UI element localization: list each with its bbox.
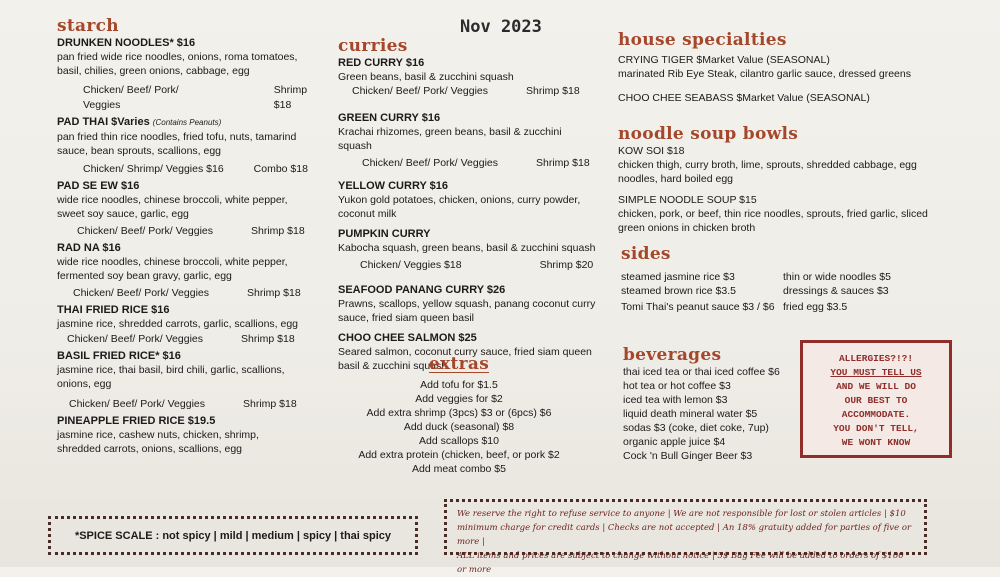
item-desc: Green beans, basil & zucchini squash <box>338 71 514 83</box>
allergy-notice <box>800 340 952 458</box>
option-shrimp: Shrimp $20 <box>539 259 594 271</box>
option-shrimp: Shrimp $18 <box>241 333 295 345</box>
item-desc: Krachai rhizomes, green beans, basil & zucchini squash <box>338 126 562 152</box>
item-desc: jasmine rice, shredded carrots, garlic, scallions, egg <box>57 318 299 330</box>
allergy-line: YOU MUST TELL US <box>830 367 922 378</box>
sides-section <box>621 244 961 314</box>
extra-line: Add meat combo $5 <box>412 463 506 475</box>
allergy-line: WE WONT KNOW <box>841 437 911 448</box>
item-name: RAD NA $16 <box>57 242 121 254</box>
extras-section <box>340 354 578 476</box>
option-shrimp: Shrimp $18 <box>526 85 580 97</box>
item-desc: shredded carrots, onions, scallions, egg <box>57 443 243 455</box>
item-desc: marinated Rib Eye Steak, cilantro garlic sauce, dressed greens <box>618 68 911 80</box>
option-proteins: Chicken/ Beef/ Pork/ Veggies <box>73 287 209 299</box>
item-desc: Yukon gold potatoes, chicken, onions, curry powder, <box>338 194 581 206</box>
item-desc: sauce, fried siam queen basil <box>338 312 474 324</box>
house-section <box>618 30 938 105</box>
noodle-soup-section <box>618 124 948 235</box>
starch-title: starch <box>57 16 119 36</box>
beverage-item: hot tea or hot coffee $3 <box>623 380 731 392</box>
menu-item <box>57 179 327 239</box>
sides-title: sides <box>621 244 671 264</box>
item-desc: jasmine rice, cashew nuts, chicken, shrimp, <box>57 429 259 441</box>
option-proteins: Chicken/ Shrimp/ Veggies $16 <box>83 163 224 175</box>
item-options <box>352 84 598 99</box>
item-desc: pan fried wide rice noodles, onions, roma tomatoes, <box>57 51 298 63</box>
option-proteins: Chicken/ Beef/ Pork/ Veggies <box>67 333 203 345</box>
option-proteins: Chicken/ Veggies $18 <box>360 259 462 271</box>
item-options <box>83 83 327 113</box>
item-name: DRUNKEN NOODLES* $16 <box>57 37 196 49</box>
beverage-item: iced tea with lemon $3 <box>623 394 728 406</box>
curries-section <box>338 36 598 375</box>
sides-list <box>621 270 961 314</box>
extra-line: Add duck (seasonal) $8 <box>403 421 515 433</box>
item-desc: green onions in chicken broth <box>618 222 756 234</box>
menu-item <box>57 349 327 412</box>
item-desc: basil & zucchini squash <box>338 360 448 372</box>
option-shrimp: Shrimp $18 <box>251 225 305 237</box>
spice-scale <box>48 516 418 555</box>
side-item: dressings & sauces $3 <box>783 285 889 297</box>
item-desc: chicken, pork, or beef, thin rice noodles, sprouts, fried garlic, sliced <box>618 208 928 220</box>
policy-line: We reserve the right to refuse service to anyone | We are not responsible for lost or stolen articles | $10 <box>457 509 906 519</box>
extra-line: Add extra shrimp (3pcs) $3 or (6pcs) $6 <box>366 407 552 419</box>
option-combo: Combo $18 <box>253 163 308 175</box>
menu-item <box>57 414 327 456</box>
item-desc: chicken thigh, curry broth, lime, sprouts, shredded cabbage, egg <box>618 159 917 171</box>
menu-item <box>57 241 327 301</box>
option-proteins: Chicken/ Beef/ Pork/ Veggies <box>352 85 488 97</box>
item-desc: wide rice noodles, chinese broccoli, white pepper, <box>57 256 288 268</box>
menu-item <box>57 115 327 177</box>
item-name: PUMPKIN CURRY <box>338 228 431 240</box>
item-desc: wide rice noodles, chinese broccoli, white pepper, <box>57 194 288 206</box>
starch-section <box>57 16 327 458</box>
item-name: PAD SE EW $16 <box>57 180 140 192</box>
item-options <box>73 286 327 301</box>
spice-scale-text: *SPICE SCALE : not spicy | mild | medium | spicy | thai spicy <box>74 529 392 542</box>
extras-title: extras <box>428 354 490 374</box>
item-name: CRYING TIGER $Market Value (SEASONAL) <box>618 54 830 66</box>
policy-line: ALL items and prices are subject to change without notice | 5$ Bag Fee will be added to orders of $100 or more <box>457 551 904 575</box>
item-desc: Seared salmon, coconut curry sauce, fried siam queen <box>338 346 592 358</box>
item-options <box>67 332 327 347</box>
item-options <box>77 224 327 239</box>
item-note: (Contains Peanuts) <box>152 118 222 127</box>
menu-item <box>338 227 598 273</box>
beverage-item: liquid death mineral water $5 <box>623 408 758 420</box>
extra-line: Add scallops $10 <box>419 435 499 447</box>
menu-item <box>57 36 327 113</box>
menu-item <box>338 111 598 171</box>
option-shrimp: Shrimp $18 <box>536 157 590 169</box>
item-name: RED CURRY $16 <box>338 57 425 69</box>
beverage-item: organic apple juice $4 <box>623 436 726 448</box>
side-item: steamed jasmine rice $3 <box>621 271 735 283</box>
item-options <box>360 258 598 273</box>
side-item: thin or wide noodles $5 <box>783 271 891 283</box>
house-title: house specialties <box>618 30 787 50</box>
option-shrimp: Shrimp $18 <box>273 84 308 111</box>
item-desc: noodles, hard boiled egg <box>618 173 734 185</box>
menu-item <box>338 56 598 99</box>
option-proteins: Chicken/ Beef/ Pork/ Veggies <box>69 398 205 410</box>
item-desc: basil, chilies, green onions, cabbage, egg <box>57 65 250 77</box>
item-name: CHOO CHEE SALMON $25 <box>338 332 477 344</box>
item-name <box>57 115 327 130</box>
menu-item <box>338 283 598 325</box>
side-item: steamed brown rice $3.5 <box>621 285 736 297</box>
menu-item <box>338 179 598 221</box>
extra-line: Add tofu for $1.5 <box>420 379 498 391</box>
option-proteins: Chicken/ Beef/ Pork/ Veggies <box>77 225 213 237</box>
item-desc: Kabocha squash, green beans, basil & zucchini squash <box>338 242 596 254</box>
item-desc: onions, egg <box>57 378 112 390</box>
side-item: Tomi Thai's peanut sauce $3 / $6 <box>621 301 775 313</box>
item-name: CHOO CHEE SEABASS $Market Value (SEASONAL) <box>618 92 870 104</box>
policy-box <box>444 499 927 575</box>
curries-title: curries <box>338 36 408 56</box>
item-name-text: PAD THAI $Varies <box>57 116 150 128</box>
beverages-section <box>623 345 798 463</box>
item-name: GREEN CURRY $16 <box>338 112 441 124</box>
option-shrimp: Shrimp $18 <box>243 398 297 410</box>
item-name: BASIL FRIED RICE* $16 <box>57 350 181 362</box>
item-desc: sweet soy sauce, garlic, egg <box>57 208 189 220</box>
item-desc: fermented soy bean gravy, garlic, egg <box>57 270 232 282</box>
item-desc: coconut milk <box>338 208 397 220</box>
item-options <box>362 156 598 171</box>
item-options <box>69 397 327 412</box>
item-desc: sauce, bean sprouts, scallions, egg <box>57 145 222 157</box>
item-name: THAI FRIED RICE $16 <box>57 304 170 316</box>
allergy-line: YOU DON'T TELL, <box>833 423 919 434</box>
allergy-line: ACCOMMODATE. <box>841 409 911 420</box>
item-name: YELLOW CURRY $16 <box>338 180 449 192</box>
item-options <box>83 162 327 177</box>
item-name: SIMPLE NOODLE SOUP $15 <box>618 194 757 206</box>
allergy-line: ALLERGIES?!?! <box>838 353 914 364</box>
item-desc: Prawns, scallops, yellow squash, panang coconut curry <box>338 298 596 310</box>
item-name: PINEAPPLE FRIED RICE $19.5 <box>57 415 216 427</box>
side-item: fried egg $3.5 <box>783 301 848 313</box>
item-desc: jasmine rice, thai basil, bird chili, garlic, scallions, <box>57 364 285 376</box>
beverage-item: sodas $3 (coke, diet coke, 7up) <box>623 422 769 434</box>
option-proteins: Chicken/ Beef/ Pork/ Veggies <box>83 84 179 111</box>
item-name: SEAFOOD PANANG CURRY $26 <box>338 284 506 296</box>
date-title: Nov 2023 <box>460 17 542 37</box>
noodle-soup-title: noodle soup bowls <box>618 124 799 144</box>
allergy-line: AND WE WILL DO <box>836 381 916 392</box>
beverage-item: thai iced tea or thai iced coffee $6 <box>623 366 780 378</box>
option-shrimp: Shrimp $18 <box>247 287 301 299</box>
allergy-line: OUR BEST TO <box>844 395 908 406</box>
beverages-title: beverages <box>623 345 722 365</box>
option-proteins: Chicken/ Beef/ Pork/ Veggies <box>362 157 498 169</box>
item-name: KOW SOI $18 <box>618 145 685 157</box>
extra-line: Add extra protein (chicken, beef, or pork $2 <box>358 449 560 461</box>
item-desc: pan fried thin rice noodles, fried tofu, nuts, tamarind <box>57 131 297 143</box>
extra-line: Add veggies for $2 <box>415 393 503 405</box>
menu-item <box>57 303 327 347</box>
beverage-item: Cock 'n Bull Ginger Beer $3 <box>623 450 753 462</box>
policy-line: minimum charge for credit cards | Checks are not accepted | An 18% gratuity added for parties of five or more | <box>457 523 912 547</box>
